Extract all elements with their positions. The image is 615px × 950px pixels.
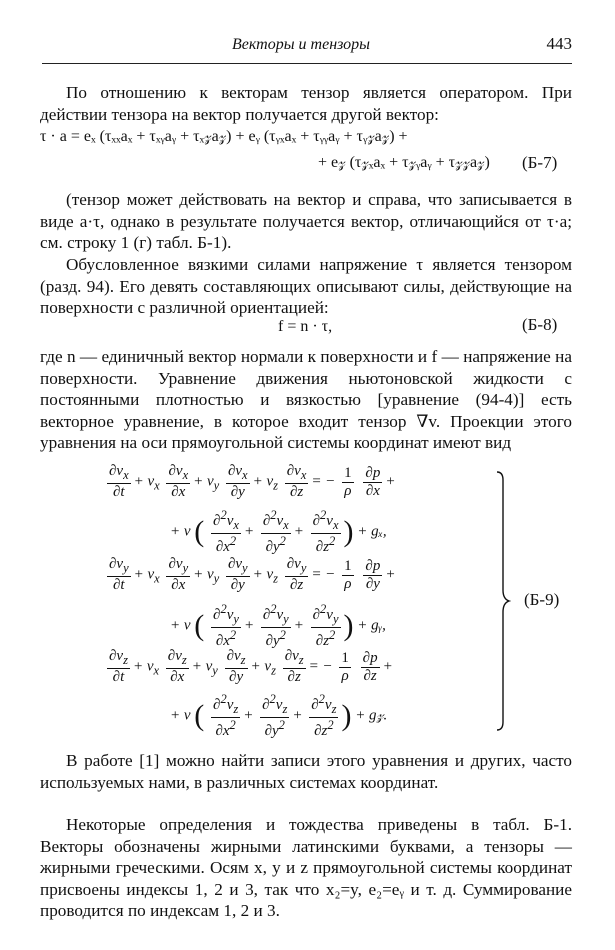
- paragraph-navier-stokes: где n — единичный вектор нормали к поверхности и f — напряжение на поверхности. Уравнение движения ньютоновской жидкости с постоянными плотностью и вязкостью [уравнение (94-4)] есть векторное уравнение, в которое входит тензор ∇v. Проекции этого уравнения на оси прямоугольной системы координат имеют вид: [40, 347, 572, 453]
- equation-b9-x-gravity: + gₓ,: [357, 523, 387, 540]
- equation-b8: f = n · τ,: [278, 318, 333, 335]
- paragraph-reference: В работе [1] можно найти записи этого уравнения и других, часто используемых нами, в различных системах координат.: [40, 751, 572, 792]
- equation-b7-line1: τ · a = eₓ (τₓₓaₓ + τₓᵧaᵧ + τₓ𝓏a𝓏) + eᵧ (τᵧₓaₓ + τᵧᵧaᵧ + τᵧ𝓏a𝓏) +: [40, 128, 408, 145]
- paragraph-tensor-right: (тензор может действовать на вектор и справа, что записывается в виде a·τ, однако в результате получается вектор, отличающийся от τ·a; см. строку 1 (г) табл. Б-1).: [40, 190, 572, 253]
- running-header: [42, 34, 572, 58]
- equation-b9-x-line1: $\frac{\partial v_x}{\partial t}$ + $v_x$ $\frac{\partial v_x}{\partial x}$ + $v_y$ $\frac{\partial v_x}{\partial y}$ + $v_z$ $\frac{\partial v_x}{\partial z}$ = − $\frac{1}{\rho}$ $\frac{\partial p}{\partial x}$ +: [109, 463, 396, 500]
- paragraph-operator: По отношению к векторам тензор является оператором. При действии тензора на вектор получается другой вектор:: [40, 83, 572, 124]
- equation-b9-brace: [495, 470, 511, 732]
- paragraph-definitions: Некоторые определения и тождества приведены в табл. Б-1. Векторы обозначены жирными латинскими буквами, а тензоры — жирными греческими. Осям x, y и z прямоугольной системы координат присвоены индексы 1, 2 и 3, так что x₂=y, e₂=eᵧ и т. д. Суммирование проводится по индексам 1, 2 и 3.: [40, 815, 572, 921]
- equation-b9-label: (Б-9): [524, 590, 560, 609]
- page-number: 443: [546, 34, 572, 53]
- equation-b9-y-line1: $\frac{\partial v_y}{\partial t}$ + $v_x$ $\frac{\partial v_y}{\partial x}$ + $v_y$ $\frac{\partial v_y}{\partial y}$ + $v_z$ $\frac{\partial v_y}{\partial z}$ = − $\frac{1}{\rho}$ $\frac{\partial p}{\partial y}$ +: [109, 556, 396, 593]
- paragraph-viscous-stress: Обусловленное вязкими силами напряжение τ является тензором (разд. 94). Его девять составляющих описывают силы, действующие на поверхности с различной ориентацией:: [40, 255, 572, 318]
- header-title: Векторы и тензоры: [232, 36, 370, 53]
- equation-b9-z-line1: $\frac{\partial v_z}{\partial t}$ + $v_x$ $\frac{\partial v_z}{\partial x}$ + $v_y$ $\frac{\partial v_z}{\partial y}$ + $v_z$ $\frac{\partial v_z}{\partial z}$ = − $\frac{1}{\rho}$ $\frac{\partial p}{\partial z}$ +: [109, 648, 393, 685]
- equation-b7-label: (Б-7): [522, 153, 558, 172]
- header-rule: [42, 63, 572, 64]
- equation-b9-x-line2: + ν ( $\frac{\partial^2v_x}{\partial x^2}$ + $\frac{\partial^2v_x}{\partial y^2}$ + $\frac{\partial^2v_x}{\partial z^2}$ ) + gₓ,: [170, 508, 387, 555]
- equation-b7-line2: + e𝓏 (τ𝓏ₓaₓ + τ𝓏ᵧaᵧ + τ𝓏𝓏a𝓏): [318, 154, 490, 171]
- equation-b9-z-line2: + ν ( $\frac{\partial^2v_z}{\partial x^2}$ + $\frac{\partial^2v_z}{\partial y^2}$ + $\frac{\partial^2v_z}{\partial z^2}$ ) + g𝓏.: [170, 692, 388, 739]
- equation-b9-z-gravity: + g𝓏.: [355, 707, 388, 724]
- equation-b9-y-line2: + ν ( $\frac{\partial^2v_y}{\partial x^2}$ + $\frac{\partial^2v_y}{\partial y^2}$ + $\frac{\partial^2v_y}{\partial z^2}$ ) + gᵧ,: [170, 602, 386, 649]
- equation-b8-label: (Б-8): [522, 315, 558, 334]
- equation-b9-y-gravity: + gᵧ,: [357, 617, 386, 634]
